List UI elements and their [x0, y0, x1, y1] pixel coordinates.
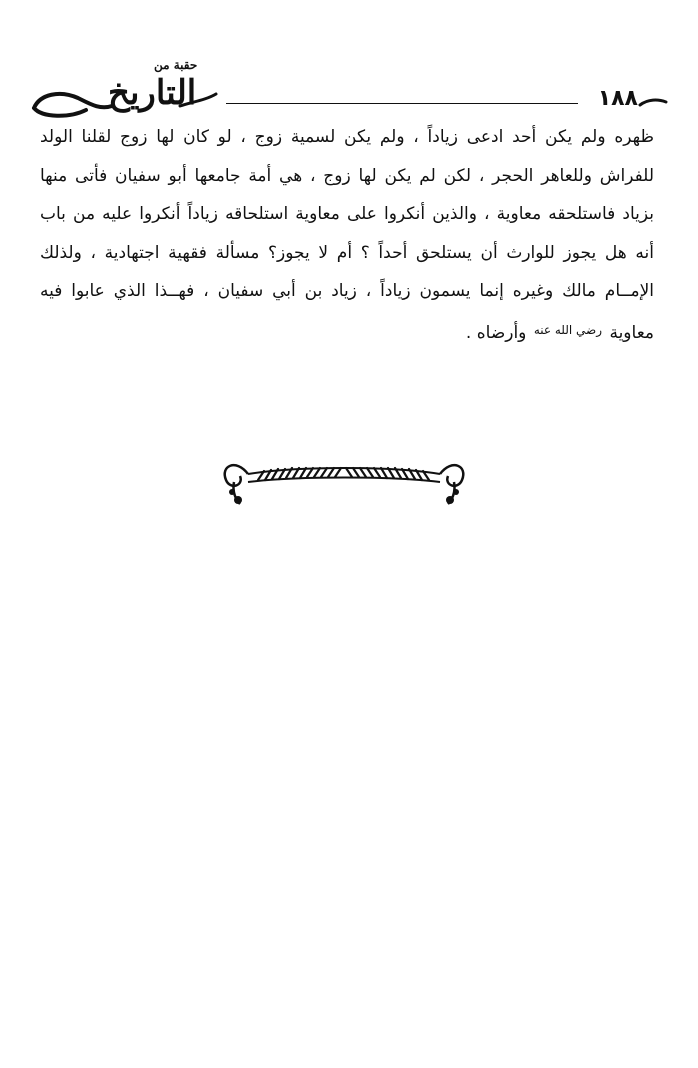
header-rule	[226, 103, 578, 104]
book-title-text: التاريخ	[108, 73, 197, 113]
text-line: ظهره ولم يكن أحد ادعى زياداً ، ولم يكن لسمية زوج ، لو كان لها زوج لقلنا الولد	[40, 127, 654, 147]
last-line-start: معاوية	[609, 322, 654, 343]
page-header	[30, 60, 666, 120]
last-line-end: وأرضاه .	[465, 322, 527, 343]
text-line: أنه هل يجوز للوارث أن يستلحق أحداً ؟ أم لا يجوز؟ مسألة فقهية اجتهادية ، ولذلك	[40, 242, 654, 263]
honorific-glyph: رضي الله عنه	[533, 322, 603, 337]
book-title	[30, 58, 220, 116]
page-number-swash-icon	[638, 96, 668, 108]
book-title-prefix: حقبة من	[154, 58, 198, 72]
text-line-last	[40, 311, 654, 353]
text-line: بزياد فاستلحقه معاوية ، والذين أنكروا على معاوية استلحاقه زياداً أنكروا عليه من باب	[40, 204, 654, 224]
text-line: الإمــام مالك وغيره إنما يسمون زياداً ، زياد بن أبي سفيان ، فهــذا الذي عابوا فيه	[40, 281, 654, 301]
body-text	[40, 118, 654, 352]
text-line: للفراش وللعاهر الحجر ، لكن لم يكن لها زوج ، هي أمة جامعها أبو سفيان فأتى منها	[40, 165, 654, 186]
page-number: ١٨٨	[597, 86, 638, 111]
section-end-ornament-icon	[218, 452, 470, 508]
